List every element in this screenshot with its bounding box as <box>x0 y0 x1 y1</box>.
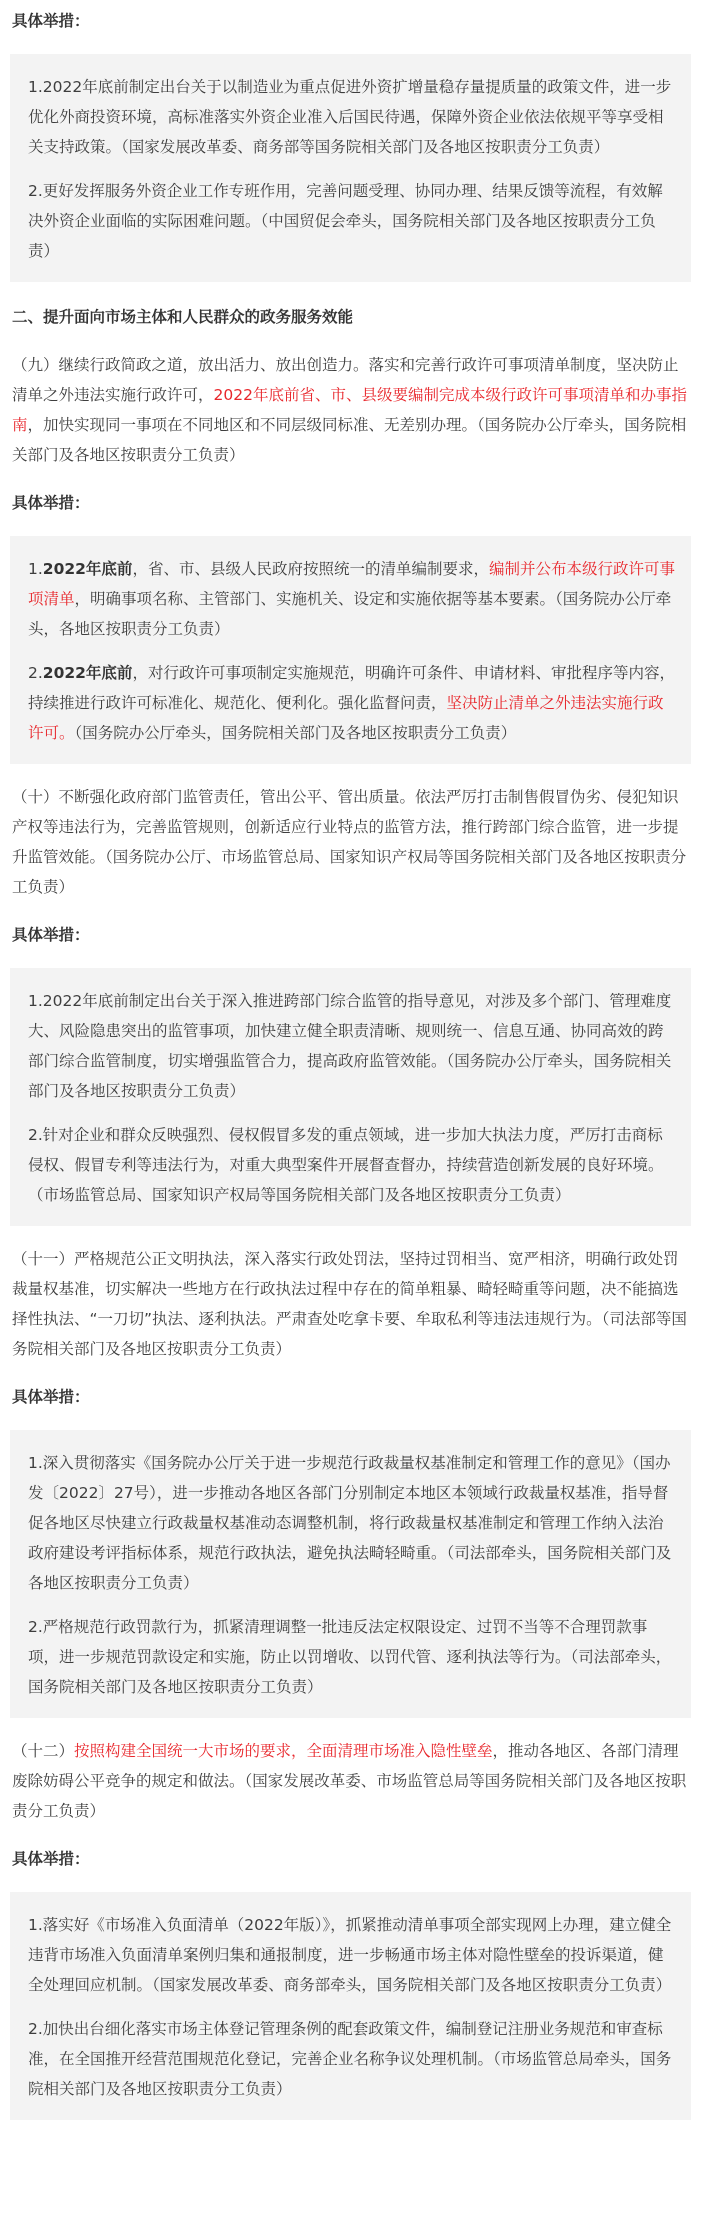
measure-item: 2.严格规范行政罚款行为，抓紧清理调整一批违反法定权限设定、过罚不当等不合理罚款事项，进一步规范罚款设定和实施，防止以罚增收、以罚代管、逐利执法等行为。（司法部牵头，国务院相关部门及各地区按职责分工负责） <box>28 1618 672 1696</box>
measure-item: 1.2022年底前制定出台关于以制造业为重点促进外资扩增量稳存量提质量的政策文件，进一步优化外商投资环境，高标准落实外资企业准入后国民待遇，保障外资企业依法依规平等享受相关支持政策。（国家发展改革委、商务部等国务院相关部门及各地区按职责分工负责） <box>28 78 672 156</box>
item-text: ，明确事项名称、主管部门、实施机关、设定和实施依据等基本要素。（国务院办公厅牵头，各地区按职责分工负责） <box>28 590 672 638</box>
paragraph-11: （十一）严格规范公正文明执法，深入落实行政处罚法，坚持过罚相当、宽严相济，明确行政处罚裁量权基准，切实解决一些地方在行政执法过程中存在的简单粗暴、畸轻畸重等问题，决不能搞选择性执法、“一刀切”执法、逐利执法。严肃查处吃拿卡要、牟取私利等违法违规行为。（司法部等国务院相关部门及各地区按职责分工负责） <box>12 1250 687 1358</box>
measure-item: 1.深入贯彻落实《国务院办公厅关于进一步规范行政裁量权基准制定和管理工作的意见》（国办发〔2022〕27号），进一步推动各地区各部门分别制定本地区本领域行政裁量权基准，指导督促各地区尽快建立行政裁量权基准动态调整机制，将行政裁量权基准制定和管理工作纳入法治政府建设考评指标体系，规范行政执法，避免执法畸轻畸重。（司法部牵头，国务院相关部门及各地区按职责分工负责） <box>28 1454 672 1592</box>
measures-box-4 <box>10 1430 691 1718</box>
measures-heading: 具体举措： <box>12 12 90 30</box>
measure-item: 2.加快出台细化落实市场主体登记管理条例的配套政策文件，编制登记注册业务规范和审查标准，在全国推开经营范围规范化登记，完善企业名称争议处理机制。（市场监管总局牵头，国务院相关部门及各地区按职责分工负责） <box>28 2020 672 2098</box>
measures-box-2 <box>10 536 691 764</box>
paragraph-12 <box>10 1736 691 1826</box>
highlight-text: 2022年底前省、市、县级要编制完成本级行政许可事项清单和办事指南 <box>12 386 687 434</box>
item-text: （国务院办公厅牵头，国务院相关部门及各地区按职责分工负责） <box>74 724 517 742</box>
highlight-text: 坚决防止清单之外违法实施行政许可。 <box>28 694 664 742</box>
measure-item: 2.针对企业和群众反映强烈、侵权假冒多发的重点领域，进一步加大执法力度，严厉打击商标侵权、假冒专利等违法行为，对重大典型案件开展督查督办，持续营造创新发展的良好环境。（市场监管总局、国家知识产权局等国务院相关部门及各地区按职责分工负责） <box>28 1126 664 1204</box>
item-text: ，省、市、县级人民政府按照统一的清单编制要求， <box>132 560 489 578</box>
paragraph-9 <box>10 350 691 470</box>
item-number: 2. <box>28 664 43 682</box>
measure-item <box>28 554 677 644</box>
paragraph-text: ，加快实现同一事项在不同地区和不同层级同标准、无差别办理。（国务院办公厅牵头，国务院相关部门及各地区按职责分工负责） <box>12 416 687 464</box>
measures-heading: 具体举措： <box>12 1388 90 1406</box>
measures-heading: 具体举措： <box>12 1850 90 1868</box>
item-text: ，对行政许可事项制定实施规范，明确许可条件、申请材料、审批程序等内容，持续推进行政许可标准化、规范化、便利化。强化监督问责， <box>28 664 675 712</box>
measure-item: 1.落实好《市场准入负面清单（2022年版）》，抓紧推动清单事项全部实现网上办理，建立健全违背市场准入负面清单案例归集和通报制度，进一步畅通市场主体对隐性壁垒的投诉渠道，健全处理回应机制。（国家发展改革委、商务部牵头，国务院相关部门及各地区按职责分工负责） <box>28 1916 672 1994</box>
paragraph-text: （九）继续行政简政之道，放出活力、放出创造力。落实和完善行政许可事项清单制度，坚决防止清单之外违法实施行政许可， <box>12 356 679 404</box>
measures-heading: 具体举措： <box>12 926 90 944</box>
measures-box-3 <box>10 968 691 1226</box>
highlight-text: 编制并公布本级行政许可事项清单 <box>28 560 675 608</box>
paragraph-10: （十）不断强化政府部门监管责任，管出公平、管出质量。依法严厉打击制售假冒伪劣、侵犯知识产权等违法行为，完善监管规则，创新适应行业特点的监管方法，推行跨部门综合监管，进一步提升监管效能。（国务院办公厅、市场监管总局、国家知识产权局等国务院相关部门及各地区按职责分工负责） <box>12 788 687 896</box>
measures-box-5 <box>10 1892 691 2120</box>
highlight-text: 按照构建全国统一大市场的要求，全面清理市场准入隐性壁垒 <box>74 1742 493 1760</box>
measures-box-1 <box>10 54 691 282</box>
paragraph-text: （十二） <box>12 1742 75 1760</box>
bold-deadline: 2022年底前 <box>42 560 133 578</box>
measure-item: 1.2022年底前制定出台关于深入推进跨部门综合监管的指导意见，对涉及多个部门、管理难度大、风险隐患突出的监管事项，加快建立健全职责清晰、规则统一、信息互通、协同高效的跨部门综合监管制度，切实增强监管合力，提高政府监管效能。（国务院办公厅牵头，国务院相关部门及各地区按职责分工负责） <box>28 992 672 1100</box>
bold-deadline: 2022年底前 <box>42 664 133 682</box>
measure-item <box>28 658 677 748</box>
item-number: 1. <box>28 560 43 578</box>
measure-item: 2.更好发挥服务外资企业工作专班作用，完善问题受理、协同办理、结果反馈等流程，有效解决外资企业面临的实际困难问题。（中国贸促会牵头，国务院相关部门及各地区按职责分工负责） <box>28 182 663 260</box>
paragraph-text: ，推动各地区、各部门清理废除妨碍公平竞争的规定和做法。（国家发展改革委、市场监管总局等国务院相关部门及各地区按职责分工负责） <box>12 1742 687 1820</box>
measures-heading: 具体举措： <box>12 494 90 512</box>
section-title: 二、提升面向市场主体和人民群众的政务服务效能 <box>12 308 354 326</box>
